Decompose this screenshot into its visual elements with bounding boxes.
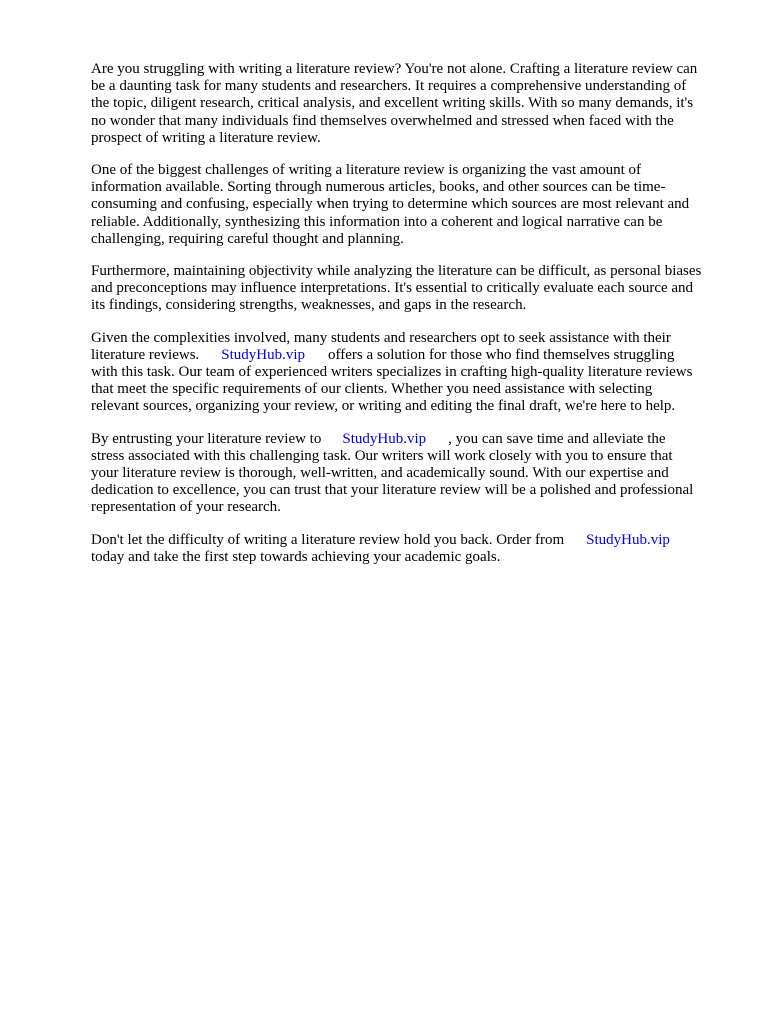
paragraph-1 — [91, 61, 723, 147]
paragraph-6 — [91, 532, 723, 566]
paragraph-4-line-2 — [91, 347, 723, 364]
paragraph-2 — [91, 162, 723, 248]
studyhub-link-3[interactable]: StudyHub.vip — [586, 531, 670, 548]
paragraph-1-line-1: Are you struggling with writing a literature review? You're not alone. Crafting a literature review can — [91, 61, 698, 77]
paragraph-5-line-3: your literature review is thorough, well-written, and academically sound. With our expertise and — [91, 465, 669, 482]
paragraph-4-line-1: Given the complexities involved, many students and researchers opt to seek assistance with their — [91, 329, 671, 346]
paragraph-5-line-1-after: , you can save time and alleviate the — [448, 430, 666, 447]
paragraph-5-line-2: stress associated with this challenging task. Our writers will work closely with you to ensure that — [91, 447, 673, 464]
paragraph-5-line-1 — [91, 431, 723, 448]
paragraph-3-line-1: Furthermore, maintaining objectivity while analyzing the literature can be difficult, as personal biases — [91, 263, 702, 280]
paragraph-3 — [91, 263, 723, 315]
paragraph-4-line-3: with this task. Our team of experienced writers specializes in crafting high-quality literature reviews — [91, 364, 693, 381]
paragraph-1-line-4: no wonder that many individuals find themselves overwhelmed and stressed when faced with the — [91, 112, 674, 129]
paragraph-2-line-2: information available. Sorting through numerous articles, books, and other sources can be time- — [91, 179, 666, 196]
paragraph-5 — [91, 431, 723, 517]
paragraph-4 — [91, 330, 723, 416]
paragraph-1-line-2: be a daunting task for many students and researchers. It requires a comprehensive understanding of — [91, 78, 687, 95]
paragraph-2-line-3: consuming and confusing, especially when trying to determine which sources are most relevant and — [91, 196, 690, 213]
paragraph-3-line-3: its findings, considering strengths, weaknesses, and gaps in the research. — [91, 297, 527, 314]
paragraph-5-line-1-before: By entrusting your literature review to — [91, 430, 322, 447]
paragraph-5-line-5: representation of your research. — [91, 499, 281, 516]
paragraph-2-line-5: challenging, requiring careful thought and planning. — [91, 230, 404, 247]
paragraph-4-line-4: that meet the specific requirements of our clients. Whether you need assistance with selecting — [91, 381, 653, 398]
paragraph-3-line-2: and preconceptions may influence interpretations. It's essential to critically evaluate each source and — [91, 280, 694, 297]
paragraph-4-line-2-after: offers a solution for those who find themselves struggling — [328, 346, 675, 363]
paragraph-6-line-1 — [91, 532, 723, 549]
paragraph-1-line-5: prospect of writing a literature review. — [91, 129, 321, 146]
paragraph-5-line-4: dedication to excellence, you can trust that your literature review will be a polished and professional — [91, 482, 694, 499]
paragraph-2-line-4: reliable. Additionally, synthesizing this information into a coherent and logical narrative can be — [91, 213, 663, 230]
studyhub-link-2[interactable]: StudyHub.vip — [342, 430, 427, 447]
paragraph-4-line-5: relevant sources, organizing your review, or writing and editing the final draft, we're here to help. — [91, 398, 676, 415]
studyhub-link-1[interactable]: StudyHub.vip — [221, 346, 306, 363]
paragraph-1-line-3: the topic, diligent research, critical analysis, and excellent writing skills. With so many demands, it's — [91, 95, 694, 112]
paragraph-6-line-2: today and take the first step towards achieving your academic goals. — [91, 548, 501, 565]
paragraph-4-line-2-before: literature reviews. — [91, 346, 200, 363]
paragraph-6-line-1-before: Don't let the difficulty of writing a literature review hold you back. Order from — [91, 531, 565, 548]
paragraph-2-line-1: One of the biggest challenges of writing a literature review is organizing the vast amount of — [91, 162, 641, 179]
document-body — [91, 61, 723, 581]
